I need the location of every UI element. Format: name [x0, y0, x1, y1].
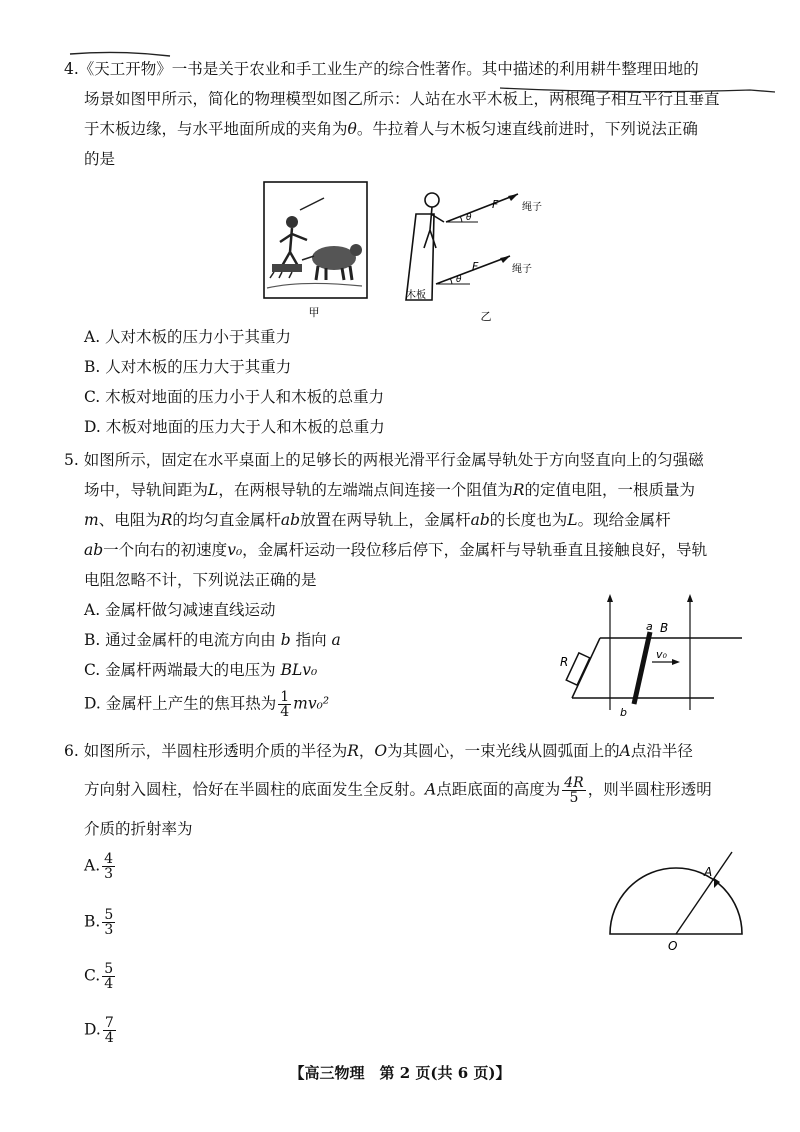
fig-O-label: O [668, 939, 678, 953]
fig-force-F-lower: F [472, 260, 479, 273]
fig-a-label: a [646, 620, 653, 633]
fig-yi-caption: 乙 [480, 310, 492, 323]
fig-theta-upper: θ [466, 213, 472, 223]
q5-option-a: A. 金属杆做匀减速直线运动 [84, 601, 276, 619]
fig-rope-label-lower: 绳子 [512, 264, 532, 275]
q4-line-4: 的是 [84, 150, 116, 168]
figure-jia-farming-scene [262, 180, 372, 320]
page-footer: 【高三物理 第 2 页(共 6 页)】 [289, 1064, 511, 1082]
figure-q6-semicircle [604, 842, 754, 954]
q6-option-a: A. $\frac{4}{3}$ [84, 851, 114, 882]
figure-yi-physics-model [400, 186, 570, 324]
q5-option-c: C. 金属杆两端最大的电压为 BLv₀ [84, 661, 318, 679]
q5-option-d: D. 金属杆上产生的焦耳热为 $\frac{1}{4}$ mv₀² [84, 689, 330, 720]
q6-option-d: D. $\frac{7}{4}$ [84, 1015, 114, 1046]
q6-option-c: C. $\frac{5}{4}$ [84, 961, 114, 992]
q5-line-4: ab一个向右的初速度v₀，金属杆运动一段位移后停下，金属杆与导轨垂直且接触良好，导轨 [84, 541, 708, 559]
figure-q5-rails [552, 592, 752, 718]
q5-option-b: B. 通过金属杆的电流方向由 b 指向 a [84, 631, 341, 649]
q5-line-3: m、电阻为R的均匀直金属杆ab放置在两导轨上，金属杆ab的长度也为L。现给金属杆 [84, 511, 671, 529]
q5-line-2: 场中，导轨间距为L，在两根导轨的左端端点间连接一个阻值为R的定值电阻，一根质量为 [84, 481, 696, 499]
q4-line-2: 场景如图甲所示，简化的物理模型如图乙所示：人站在水平木板上，两根绳子相互平行且垂直 [84, 90, 720, 108]
fig-force-F-upper: F [492, 198, 499, 211]
q6-line-1: 6. 如图所示，半圆柱形透明介质的半径为R，O为其圆心，一束光线从圆弧面上的A点沿半径 [64, 742, 693, 760]
fig-B-label: B [660, 621, 669, 635]
fig-v0-label: v₀ [656, 648, 667, 661]
fig-rope-label-upper: 绳子 [522, 202, 542, 213]
fig-jia-caption: 甲 [308, 306, 320, 319]
q4-option-c: C. 木板对地面的压力小于人和木板的总重力 [84, 388, 385, 406]
fig-R-label: R [560, 655, 569, 669]
fig-theta-lower: θ [456, 275, 462, 285]
q6-line-3: 介质的折射率为 [84, 820, 193, 838]
q4-line-3: 于木板边缘，与水平地面所成的夹角为θ。牛拉着人与木板匀速直线前进时，下列说法正确 [84, 120, 698, 138]
handwritten-underline-marks [60, 48, 780, 108]
fig-board-label: 木板 [406, 290, 426, 301]
q5-line-1: 5. 如图所示，固定在水平桌面上的足够长的两根光滑平行金属导轨处于方向竖直向上的匀强磁 [64, 451, 704, 469]
q6-line-2: 方向射入圆柱，恰好在半圆柱的底面发生全反射。A点距底面的高度为 $\frac{4R}{5}$ ，则半圆柱形透明 [84, 775, 712, 806]
q4-option-b: B. 人对木板的压力大于其重力 [84, 358, 292, 376]
fig-b-label: b [620, 706, 627, 718]
q6-option-b: B. $\frac{5}{3}$ [84, 907, 114, 938]
q4-option-a: A. 人对木板的压力小于其重力 [84, 328, 292, 346]
q4-option-d: D. 木板对地面的压力大于人和木板的总重力 [84, 418, 385, 436]
q5-line-5: 电阻忽略不计，下列说法正确的是 [84, 571, 317, 589]
fig-A-label: A [704, 865, 713, 879]
q4-line-1: 4.《天工开物》一书是关于农业和手工业生产的综合性著作。其中描述的利用耕牛整理田地的 [64, 60, 699, 78]
